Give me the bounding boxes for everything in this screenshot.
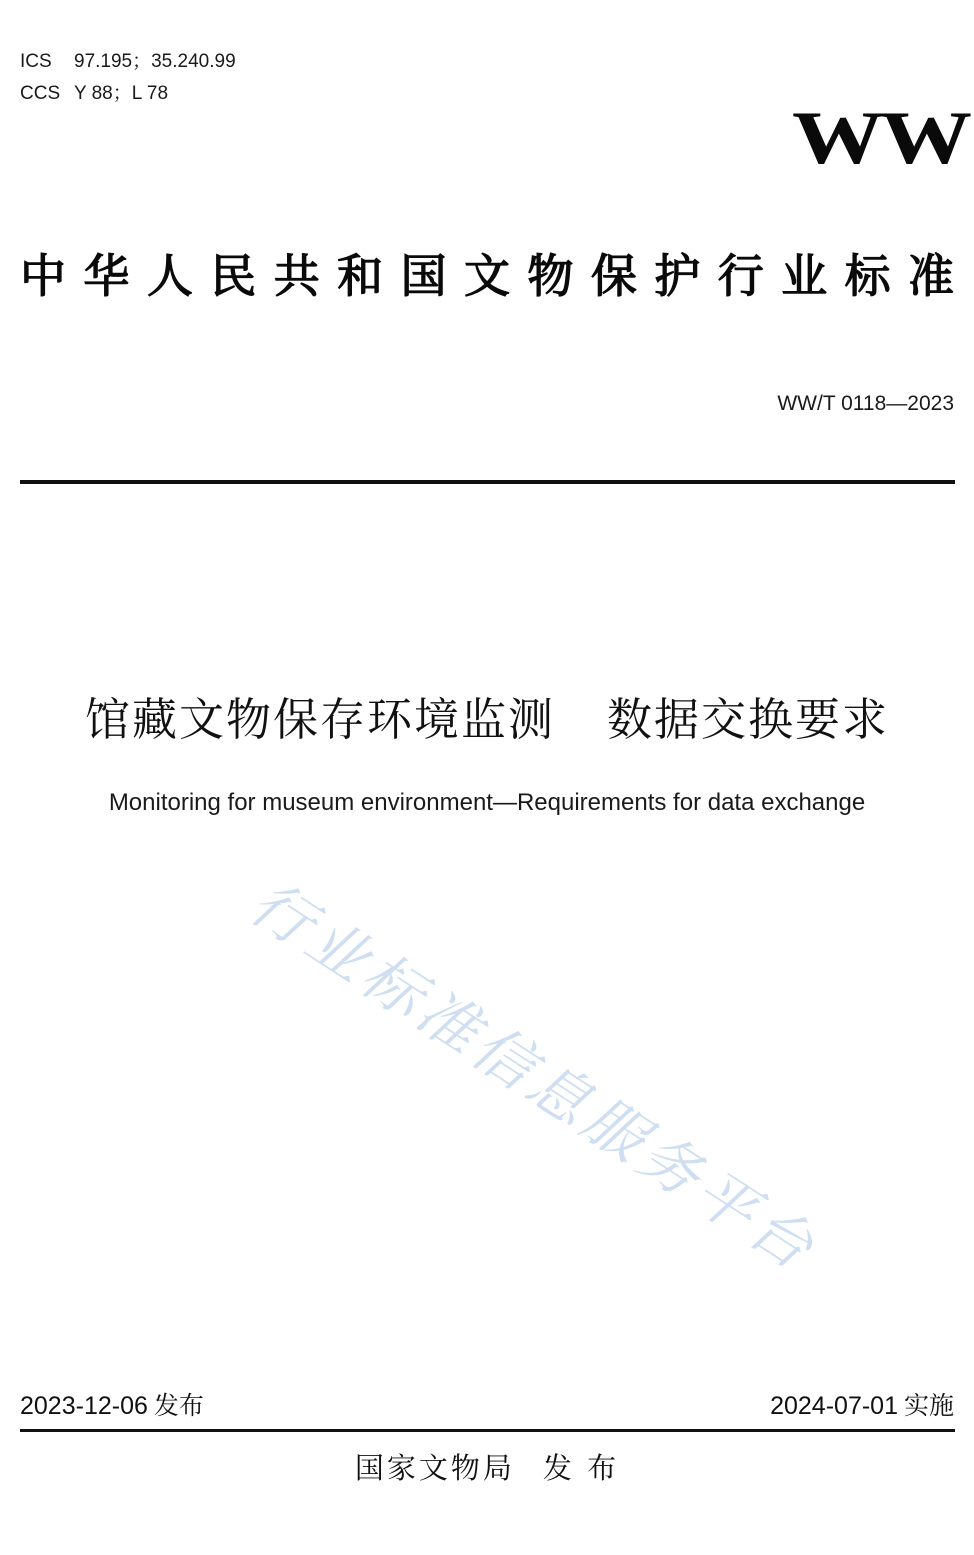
issue-date-value: 2023-12-06: [20, 1392, 148, 1420]
issue-date: [20, 1390, 204, 1422]
watermark: 行业标准信息服务平台: [237, 868, 830, 1287]
bottom-rule: [20, 1429, 955, 1432]
document-title-zh-part2: 数据交换要求: [607, 693, 890, 746]
standard-number: WW/T 0118—2023: [777, 392, 954, 415]
document-title-zh-part1: 馆藏文物保存环境监测: [84, 693, 555, 746]
issue-date-label: 发布: [153, 1391, 204, 1420]
publisher: [0, 1448, 974, 1488]
implementation-date: [770, 1390, 954, 1422]
top-rule: [20, 480, 955, 484]
publisher-name: 国家文物局: [354, 1451, 515, 1485]
ics-value: 97.195；35.240.99: [74, 51, 236, 72]
standard-title: 中华人民共和国文物保护行业标准: [20, 249, 954, 303]
ics-line: [20, 51, 236, 73]
ww-logo: WW: [792, 95, 968, 180]
document-title-zh: [20, 690, 954, 750]
ccs-value: Y 88；L 78: [74, 83, 169, 104]
ics-label: ICS: [20, 51, 52, 72]
document-title-en: Monitoring for museum environment—Requirements for data exchange: [108, 789, 866, 816]
implementation-date-value: 2024-07-01: [770, 1392, 898, 1420]
publisher-action: 发 布: [542, 1451, 620, 1485]
ccs-line: [20, 83, 168, 105]
ccs-label: CCS: [20, 83, 61, 104]
implementation-date-label: 实施: [903, 1391, 954, 1420]
